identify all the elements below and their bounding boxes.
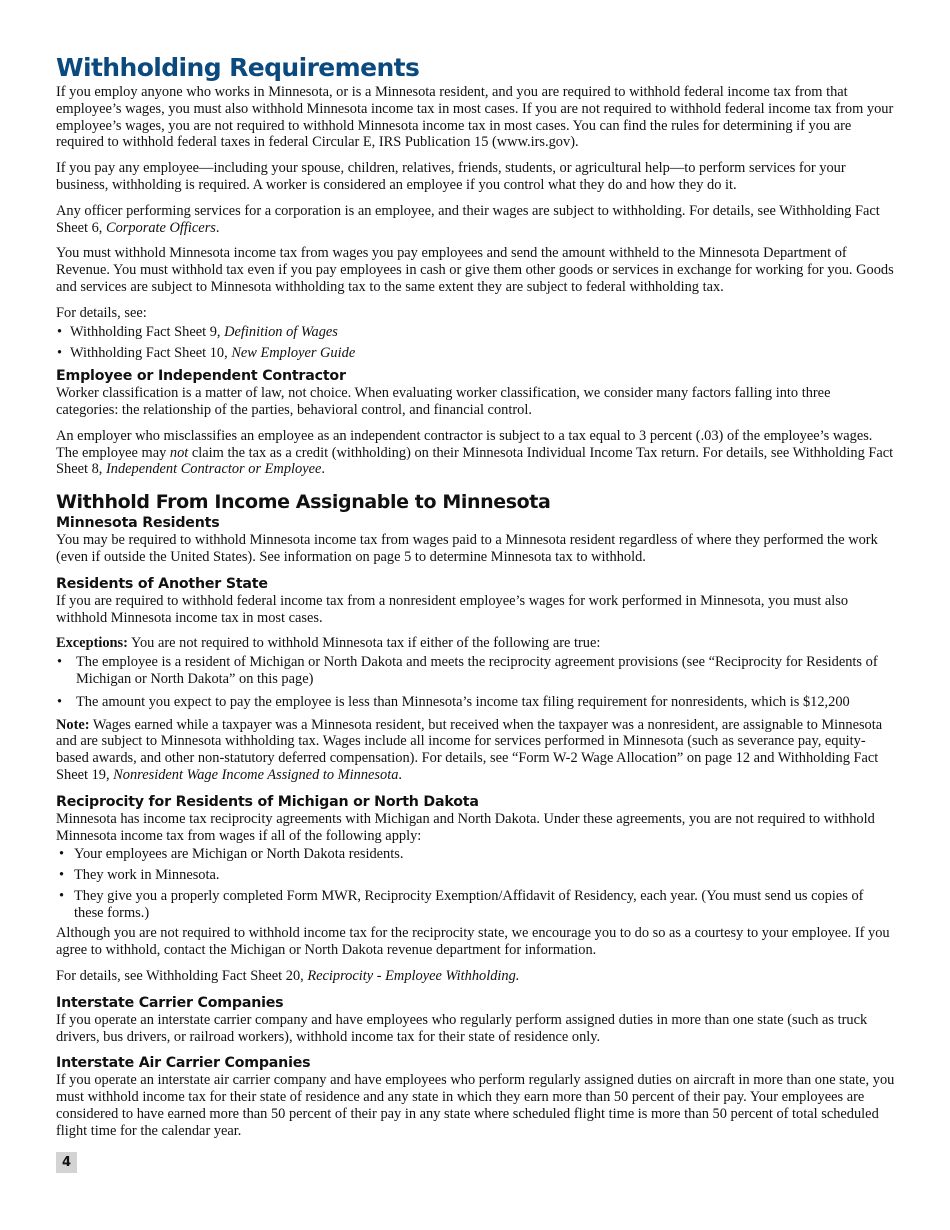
details-label: For details, see: (56, 304, 147, 321)
section-heading-contractor: Employee or Independent Contractor (56, 368, 346, 385)
subheading-other-state: Residents of Another State (56, 575, 268, 592)
exceptions-paragraph: Exceptions: You are not required to withhold Minnesota tax if either of the following are true: (56, 635, 601, 652)
list-item: • Withholding Fact Sheet 9, Definition of Wages (56, 324, 896, 341)
fact-sheet-title: Corporate Officers (105, 219, 216, 236)
page-title: Withholding Requirements (56, 53, 420, 82)
list-item: • Your employees are Michigan or North Dakota residents. (56, 846, 896, 863)
fact-sheet-list (56, 324, 896, 363)
paragraph: If you operate an interstate carrier company and have employees who regularly perform assigned duties in more than one state (such as truck drivers, bus drivers, or railroad workers), withhold income tax for their state of residence only. (56, 1011, 868, 1045)
exceptions-list (56, 654, 896, 710)
paragraph: If you pay any employee—including your spouse, children, relatives, friends, students, or agricultural help—to perform services for your business, withholding is required. A worker is considered an employee if you control what they do and how they do it. (56, 160, 846, 193)
reciprocity-list (56, 846, 896, 921)
subheading-mn-residents: Minnesota Residents (56, 515, 220, 532)
paragraph: An employer who misclassifies an employee as an independent contractor is subject to a tax equal to 3 percent (.03) of the employee’s wages. The employee may not claim the tax as a credit (withholding) on their Minnesota Individual Income Tax return. For details, see Withholding Fact Sheet 8, Independent Contractor or Employee. (56, 427, 894, 478)
paragraph: If you employ anyone who works in Minnesota, or is a Minnesota resident, and you are required to withhold federal income tax from that employee’s wages, you must also withhold Minnesota income tax in most cases. If you are not required to withhold federal income tax from your employee’s wages, you are not required to withhold Minnesota income tax in most cases. You can find the rules for determining if you are required to withhold federal taxes in federal Circular E, IRS Publication 15 (www.irs.gov). (56, 84, 894, 151)
subheading-reciprocity: Reciprocity for Residents of Michigan or North Dakota (56, 793, 479, 810)
list-item: • They give you a properly completed Form MWR, Reciprocity Exemption/Affidavit of Residency, each year. (You must send us copies of these forms.) (56, 888, 896, 922)
paragraph: For details, see Withholding Fact Sheet 20, Reciprocity - Employee Withholding. (56, 968, 520, 985)
note-paragraph: Note: Wages earned while a taxpayer was a Minnesota resident, but received when the taxpayer was a nonresident, are assignable to Minnesota and are subject to Minnesota withholding tax. Wages include all income for services performed in Minnesota (such as severance pay, equity-based awards, and other non-statutory deferred compensation). For details, see “Form W-2 Wage Allocation” on page 12 and Withholding Fact Sheet 19, Nonresident Wage Income Assigned to Minnesota. (56, 716, 883, 783)
list-item: • The amount you expect to pay the employee is less than Minnesota’s income tax filing requirement for nonresidents, which is $12,200 (56, 694, 896, 711)
list-item: • They work in Minnesota. (56, 867, 896, 884)
section-heading-assignable: Withhold From Income Assignable to Minnesota (56, 491, 551, 514)
paragraph: Any officer performing services for a corporation is an employee, and their wages are subject to withholding. For details, see Withholding Fact Sheet 6, Corporate Officers. (56, 202, 880, 236)
document-page (56, 50, 896, 1149)
paragraph: If you operate an interstate air carrier company and have employees who perform regularly assigned duties on aircraft in more than one state, you must withhold income tax for their state of residence and any state in which they earn more than 50 percent of their pay. Your employees are considered to have earned more than 50 percent of their pay in any state where scheduled flight time is more than 50 percent of total scheduled flight time for the calendar year. (56, 1072, 895, 1139)
paragraph: Worker classification is a matter of law, not choice. When evaluating worker classification, we consider many factors falling into three categories: the relationship of the parties, behavioral control, and financial control. (56, 385, 831, 418)
paragraph: Although you are not required to withhold income tax for the reciprocity state, we encourage you to do so as a courtesy to your employee. If you agree to withhold, contact the Michigan or North Dakota revenue department for information. (56, 925, 890, 959)
subheading-interstate-carrier: Interstate Carrier Companies (56, 994, 284, 1011)
subheading-air-carrier: Interstate Air Carrier Companies (56, 1055, 311, 1072)
paragraph: You must withhold Minnesota income tax from wages you pay employees and send the amount withheld to the Minnesota Department of Revenue. You must withhold tax even if you pay employees in cash or give them other goods or services in exchange for working for you. Goods and services are subject to Minnesota withholding tax to the same extent they are subject to federal withholding tax. (56, 245, 894, 295)
paragraph: If you are required to withhold federal income tax from a nonresident employee’s wages for work performed in Minnesota, you must also withhold Minnesota income tax in most cases. (56, 592, 849, 626)
list-item: • The employee is a resident of Michigan or North Dakota and meets the reciprocity agreement provisions (see “Reciprocity for Residents of Michigan or North Dakota” on this page) (56, 654, 896, 688)
contractor-section (56, 385, 896, 478)
list-item: • Withholding Fact Sheet 10, New Employer Guide (56, 345, 896, 362)
page-number: 4 (56, 1152, 77, 1173)
intro-section (56, 84, 896, 362)
paragraph: Minnesota has income tax reciprocity agreements with Michigan and North Dakota. Under these agreements, you are not required to withhold Minnesota income tax from wages if all of the following apply: (56, 810, 875, 844)
paragraph: You may be required to withhold Minnesota income tax from wages paid to a Minnesota resident regardless of where they performed the work (even if outside the United States). See information on page 5 to determine Minnesota tax to withhold. (56, 532, 878, 565)
